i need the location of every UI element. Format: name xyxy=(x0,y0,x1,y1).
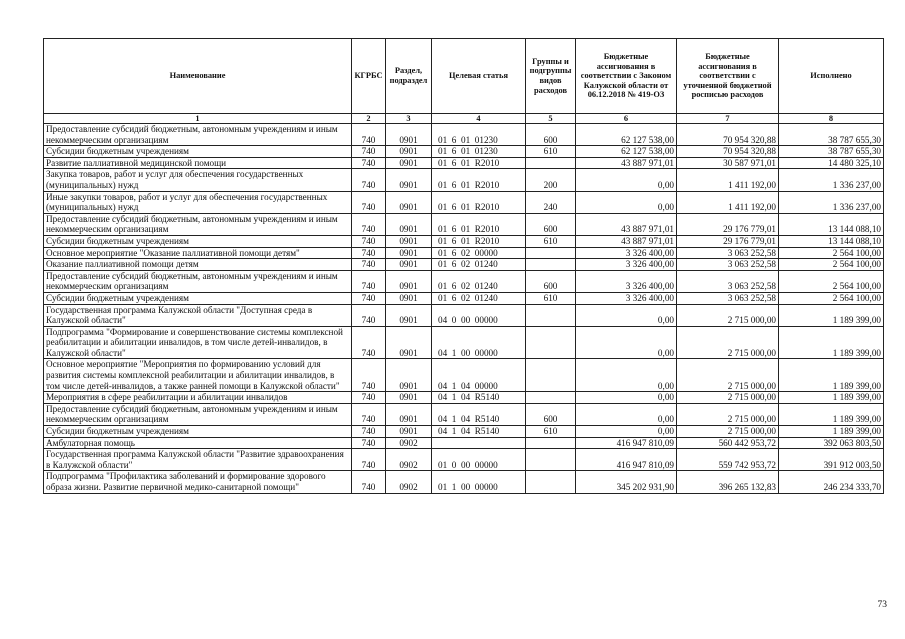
row-article: 04 1 04 R5140 xyxy=(432,392,526,404)
row-section: 0902 xyxy=(386,471,432,493)
row-section: 0902 xyxy=(386,449,432,471)
table-row xyxy=(44,235,884,247)
header-row xyxy=(44,39,884,114)
row-name: Основное мероприятие "Мероприятия по формированию условий для развития системы комплексной реабилитации и абилитации инвалидов, в том числе детей-инвалидов, а также ранней помощи в Калужской области" xyxy=(44,359,352,392)
column-number-row xyxy=(44,114,884,124)
table-row xyxy=(44,169,884,191)
row-group: 600 xyxy=(526,213,576,235)
row-article: 04 1 04 R5140 xyxy=(432,403,526,425)
row-kgrbs: 740 xyxy=(352,270,386,292)
row-budget-law: 0,00 xyxy=(576,403,677,425)
header-article: Целевая статья xyxy=(432,39,526,114)
row-name: Предоставление субсидий бюджетным, автономным учреждениям и иным некоммерческим организациям xyxy=(44,403,352,425)
row-article: 01 6 02 01240 xyxy=(432,270,526,292)
row-section: 0901 xyxy=(386,235,432,247)
row-name: Субсидии бюджетным учреждениям xyxy=(44,292,352,304)
row-group xyxy=(526,471,576,493)
row-budget-refined: 70 954 320,88 xyxy=(677,146,779,158)
table-row xyxy=(44,326,884,359)
row-budget-law: 416 947 810,09 xyxy=(576,449,677,471)
row-article: 01 6 01 R2010 xyxy=(432,213,526,235)
row-section: 0901 xyxy=(386,247,432,259)
row-name: Субсидии бюджетным учреждениям xyxy=(44,146,352,158)
row-article: 01 6 02 00000 xyxy=(432,247,526,259)
row-kgrbs: 740 xyxy=(352,292,386,304)
row-budget-law: 43 887 971,01 xyxy=(576,157,677,169)
row-article: 01 6 01 R2010 xyxy=(432,235,526,247)
row-executed: 1 189 399,00 xyxy=(779,403,884,425)
row-name: Оказание паллиативной помощи детям xyxy=(44,259,352,271)
header-kgrbs: КГРБС xyxy=(352,39,386,114)
row-kgrbs: 740 xyxy=(352,304,386,326)
row-name: Предоставление субсидий бюджетным, автономным учреждениям и иным некоммерческим организациям xyxy=(44,213,352,235)
row-group: 600 xyxy=(526,403,576,425)
row-section: 0901 xyxy=(386,270,432,292)
row-kgrbs: 740 xyxy=(352,426,386,438)
row-kgrbs: 740 xyxy=(352,392,386,404)
row-executed: 14 480 325,10 xyxy=(779,157,884,169)
row-budget-law: 43 887 971,01 xyxy=(576,213,677,235)
row-article: 01 6 01 R2010 xyxy=(432,169,526,191)
row-kgrbs: 740 xyxy=(352,247,386,259)
row-budget-law: 0,00 xyxy=(576,359,677,392)
table-row xyxy=(44,213,884,235)
row-kgrbs: 740 xyxy=(352,124,386,146)
row-group xyxy=(526,392,576,404)
row-section: 0901 xyxy=(386,191,432,213)
row-executed: 38 787 655,30 xyxy=(779,124,884,146)
row-executed: 1 189 399,00 xyxy=(779,326,884,359)
row-name: Подпрограмма "Формирование и совершенствование системы комплексной реабилитации и абилитации инвалидов, в том числе детей-инвалидов, в Калужской области" xyxy=(44,326,352,359)
row-kgrbs: 740 xyxy=(352,157,386,169)
row-kgrbs: 740 xyxy=(352,259,386,271)
row-kgrbs: 740 xyxy=(352,169,386,191)
row-section: 0902 xyxy=(386,437,432,449)
row-name: Мероприятия в сфере реабилитации и абилитации инвалидов xyxy=(44,392,352,404)
row-budget-refined: 2 715 000,00 xyxy=(677,359,779,392)
row-kgrbs: 740 xyxy=(352,437,386,449)
row-section: 0901 xyxy=(386,359,432,392)
column-number: 1 xyxy=(44,114,352,124)
row-group xyxy=(526,157,576,169)
row-name: Субсидии бюджетным учреждениям xyxy=(44,426,352,438)
table-row xyxy=(44,157,884,169)
row-group: 610 xyxy=(526,235,576,247)
table-row xyxy=(44,437,884,449)
row-article: 01 6 01 01230 xyxy=(432,124,526,146)
row-executed: 13 144 088,10 xyxy=(779,235,884,247)
row-name: Иные закупки товаров, работ и услуг для обеспечения государственных (муниципальных) нужд xyxy=(44,191,352,213)
row-executed: 1 189 399,00 xyxy=(779,392,884,404)
row-article: 04 0 00 00000 xyxy=(432,304,526,326)
column-number: 5 xyxy=(526,114,576,124)
row-kgrbs: 740 xyxy=(352,449,386,471)
row-article: 01 6 01 R2010 xyxy=(432,191,526,213)
row-group xyxy=(526,259,576,271)
row-group xyxy=(526,304,576,326)
column-number: 2 xyxy=(352,114,386,124)
row-kgrbs: 740 xyxy=(352,213,386,235)
row-name: Подпрограмма "Профилактика заболеваний и формирование здорового образа жизни. Развитие первичной медико-санитарной помощи" xyxy=(44,471,352,493)
row-section: 0901 xyxy=(386,213,432,235)
table-row xyxy=(44,449,884,471)
header-section: Раздел, подраздел xyxy=(386,39,432,114)
row-budget-refined: 1 411 192,00 xyxy=(677,169,779,191)
row-executed: 391 912 003,50 xyxy=(779,449,884,471)
row-budget-law: 3 326 400,00 xyxy=(576,270,677,292)
row-budget-refined: 29 176 779,01 xyxy=(677,213,779,235)
row-executed: 2 564 100,00 xyxy=(779,247,884,259)
row-section: 0901 xyxy=(386,426,432,438)
row-kgrbs: 740 xyxy=(352,471,386,493)
row-name: Предоставление субсидий бюджетным, автономным учреждениям и иным некоммерческим организациям xyxy=(44,270,352,292)
table-row xyxy=(44,247,884,259)
table-row xyxy=(44,471,884,493)
row-budget-refined: 70 954 320,88 xyxy=(677,124,779,146)
header-name: Наименование xyxy=(44,39,352,114)
row-group xyxy=(526,359,576,392)
page-number: 73 xyxy=(877,600,887,610)
row-section: 0901 xyxy=(386,169,432,191)
table-row xyxy=(44,426,884,438)
table-row xyxy=(44,270,884,292)
row-kgrbs: 740 xyxy=(352,191,386,213)
row-article: 04 1 04 R5140 xyxy=(432,426,526,438)
row-group xyxy=(526,437,576,449)
table-row xyxy=(44,292,884,304)
row-section: 0901 xyxy=(386,403,432,425)
row-article: 01 6 02 01240 xyxy=(432,292,526,304)
row-article xyxy=(432,437,526,449)
row-budget-refined: 2 715 000,00 xyxy=(677,326,779,359)
row-group xyxy=(526,247,576,259)
row-group: 610 xyxy=(526,426,576,438)
row-executed: 38 787 655,30 xyxy=(779,146,884,158)
row-name: Государственная программа Калужской области "Доступная среда в Калужской области" xyxy=(44,304,352,326)
row-executed: 2 564 100,00 xyxy=(779,292,884,304)
row-budget-law: 0,00 xyxy=(576,326,677,359)
row-article: 04 1 04 00000 xyxy=(432,359,526,392)
column-number: 3 xyxy=(386,114,432,124)
row-name: Субсидии бюджетным учреждениям xyxy=(44,235,352,247)
row-executed: 1 189 399,00 xyxy=(779,304,884,326)
row-budget-refined: 559 742 953,72 xyxy=(677,449,779,471)
row-executed: 1 189 399,00 xyxy=(779,426,884,438)
row-executed: 2 564 100,00 xyxy=(779,270,884,292)
table-row xyxy=(44,392,884,404)
row-budget-refined: 29 176 779,01 xyxy=(677,235,779,247)
row-executed: 1 189 399,00 xyxy=(779,359,884,392)
row-budget-refined: 396 265 132,83 xyxy=(677,471,779,493)
header-executed: Исполнено xyxy=(779,39,884,114)
row-name: Амбулаторная помощь xyxy=(44,437,352,449)
row-executed: 2 564 100,00 xyxy=(779,259,884,271)
row-executed: 1 336 237,00 xyxy=(779,191,884,213)
table-row xyxy=(44,191,884,213)
row-section: 0901 xyxy=(386,124,432,146)
row-section: 0901 xyxy=(386,146,432,158)
row-budget-refined: 3 063 252,58 xyxy=(677,247,779,259)
header-groups: Группы и подгруппы видов расходов xyxy=(526,39,576,114)
row-article: 01 6 01 01230 xyxy=(432,146,526,158)
row-budget-law: 0,00 xyxy=(576,169,677,191)
row-budget-law: 0,00 xyxy=(576,191,677,213)
row-budget-law: 62 127 538,00 xyxy=(576,124,677,146)
row-group: 600 xyxy=(526,124,576,146)
budget-table xyxy=(43,38,884,494)
table-row xyxy=(44,146,884,158)
row-group: 610 xyxy=(526,146,576,158)
row-budget-law: 43 887 971,01 xyxy=(576,235,677,247)
row-group: 610 xyxy=(526,292,576,304)
row-budget-refined: 3 063 252,58 xyxy=(677,292,779,304)
row-section: 0901 xyxy=(386,157,432,169)
row-budget-law: 3 326 400,00 xyxy=(576,247,677,259)
row-executed: 392 063 803,50 xyxy=(779,437,884,449)
row-budget-refined: 1 411 192,00 xyxy=(677,191,779,213)
row-name: Предоставление субсидий бюджетным, автономным учреждениям и иным некоммерческим организациям xyxy=(44,124,352,146)
row-executed: 13 144 088,10 xyxy=(779,213,884,235)
row-kgrbs: 740 xyxy=(352,146,386,158)
row-group xyxy=(526,449,576,471)
row-section: 0901 xyxy=(386,292,432,304)
row-article: 01 1 00 00000 xyxy=(432,471,526,493)
row-executed: 1 336 237,00 xyxy=(779,169,884,191)
row-group xyxy=(526,326,576,359)
table-row xyxy=(44,124,884,146)
row-group: 600 xyxy=(526,270,576,292)
row-section: 0901 xyxy=(386,259,432,271)
row-budget-refined: 2 715 000,00 xyxy=(677,392,779,404)
row-group: 200 xyxy=(526,169,576,191)
row-budget-law: 3 326 400,00 xyxy=(576,259,677,271)
row-budget-refined: 3 063 252,58 xyxy=(677,259,779,271)
row-budget-law: 62 127 538,00 xyxy=(576,146,677,158)
table-row xyxy=(44,403,884,425)
row-kgrbs: 740 xyxy=(352,359,386,392)
row-kgrbs: 740 xyxy=(352,403,386,425)
row-article: 01 6 02 01240 xyxy=(432,259,526,271)
row-budget-refined: 30 587 971,01 xyxy=(677,157,779,169)
row-budget-law: 0,00 xyxy=(576,304,677,326)
column-number: 8 xyxy=(779,114,884,124)
table-body xyxy=(44,124,884,494)
row-section: 0901 xyxy=(386,326,432,359)
row-name: Основное мероприятие "Оказание паллиативной помощи детям" xyxy=(44,247,352,259)
row-kgrbs: 740 xyxy=(352,326,386,359)
row-budget-law: 345 202 931,90 xyxy=(576,471,677,493)
row-kgrbs: 740 xyxy=(352,235,386,247)
row-section: 0901 xyxy=(386,392,432,404)
row-budget-refined: 2 715 000,00 xyxy=(677,403,779,425)
column-number: 4 xyxy=(432,114,526,124)
column-number: 7 xyxy=(677,114,779,124)
header-budget-refined: Бюджетные ассигнования в соответствии с уточненной бюджетной росписью расходов xyxy=(677,39,779,114)
column-number: 6 xyxy=(576,114,677,124)
row-budget-refined: 2 715 000,00 xyxy=(677,426,779,438)
row-budget-refined: 3 063 252,58 xyxy=(677,270,779,292)
row-name: Развитие паллиативной медицинской помощи xyxy=(44,157,352,169)
row-article: 04 1 00 00000 xyxy=(432,326,526,359)
row-group: 240 xyxy=(526,191,576,213)
row-executed: 246 234 333,70 xyxy=(779,471,884,493)
row-name: Закупка товаров, работ и услуг для обеспечения государственных (муниципальных) нужд xyxy=(44,169,352,191)
row-section: 0901 xyxy=(386,304,432,326)
row-article: 01 0 00 00000 xyxy=(432,449,526,471)
row-budget-refined: 2 715 000,00 xyxy=(677,304,779,326)
row-budget-law: 3 326 400,00 xyxy=(576,292,677,304)
row-budget-law: 0,00 xyxy=(576,392,677,404)
table-row xyxy=(44,304,884,326)
table-row xyxy=(44,259,884,271)
row-budget-refined: 560 442 953,72 xyxy=(677,437,779,449)
header-budget-law: Бюджетные ассигнования в соответствии с Законом Калужской области от 06.12.2018 № 419-ОЗ xyxy=(576,39,677,114)
row-article: 01 6 01 R2010 xyxy=(432,157,526,169)
row-budget-law: 0,00 xyxy=(576,426,677,438)
table-row xyxy=(44,359,884,392)
row-budget-law: 416 947 810,09 xyxy=(576,437,677,449)
row-name: Государственная программа Калужской области "Развитие здравоохранения в Калужской области" xyxy=(44,449,352,471)
